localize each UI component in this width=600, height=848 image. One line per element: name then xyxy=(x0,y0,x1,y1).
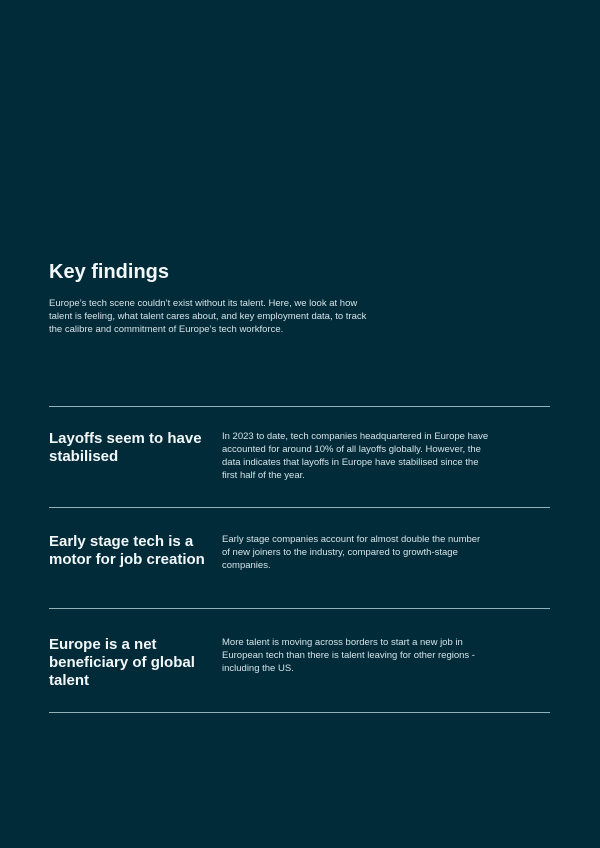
intro-line: the calibre and commitment of Europe’s tech workforce. xyxy=(49,324,284,335)
title-line: beneficiary of global xyxy=(49,654,195,671)
body-line: More talent is moving across borders to start a new job in xyxy=(222,637,463,648)
page-title: Key findings xyxy=(49,261,170,283)
divider xyxy=(49,608,550,609)
body-line: including the US. xyxy=(222,663,294,674)
body-line: European tech than there is talent leaving for other regions - xyxy=(222,650,475,661)
finding-body-layoffs xyxy=(222,430,488,482)
title-line: motor for job creation xyxy=(49,551,205,568)
title-line: Layoffs seem to have xyxy=(49,430,202,447)
divider xyxy=(49,406,550,407)
title-line: Europe is a net xyxy=(49,636,157,653)
divider xyxy=(49,712,550,713)
finding-body-early-stage xyxy=(222,533,480,572)
title-line: Early stage tech is a xyxy=(49,533,194,550)
intro-paragraph xyxy=(49,297,366,336)
title-line: talent xyxy=(49,672,90,689)
body-line: first half of the year. xyxy=(222,470,305,481)
finding-title-global-talent xyxy=(49,636,195,690)
intro-line: talent is feeling, what talent cares about, and key employment data, to track xyxy=(49,311,367,322)
body-line: In 2023 to date, tech companies headquartered in Europe have xyxy=(222,431,489,442)
body-line: companies. xyxy=(222,560,271,571)
body-line: data indicates that layoffs in Europe have stabilised since the xyxy=(222,457,479,468)
finding-title-early-stage xyxy=(49,533,205,569)
body-line: of new joiners to the industry, compared to growth-stage xyxy=(222,547,458,558)
title-line: stabilised xyxy=(49,448,119,465)
intro-line: Europe’s tech scene couldn’t exist without its talent. Here, we look at how xyxy=(49,298,358,309)
body-line: Early stage companies account for almost double the number xyxy=(222,534,481,545)
finding-body-global-talent xyxy=(222,636,475,675)
finding-title-layoffs xyxy=(49,430,202,466)
divider xyxy=(49,507,550,508)
body-line: accounted for around 10% of all layoffs globally. However, the xyxy=(222,444,481,455)
